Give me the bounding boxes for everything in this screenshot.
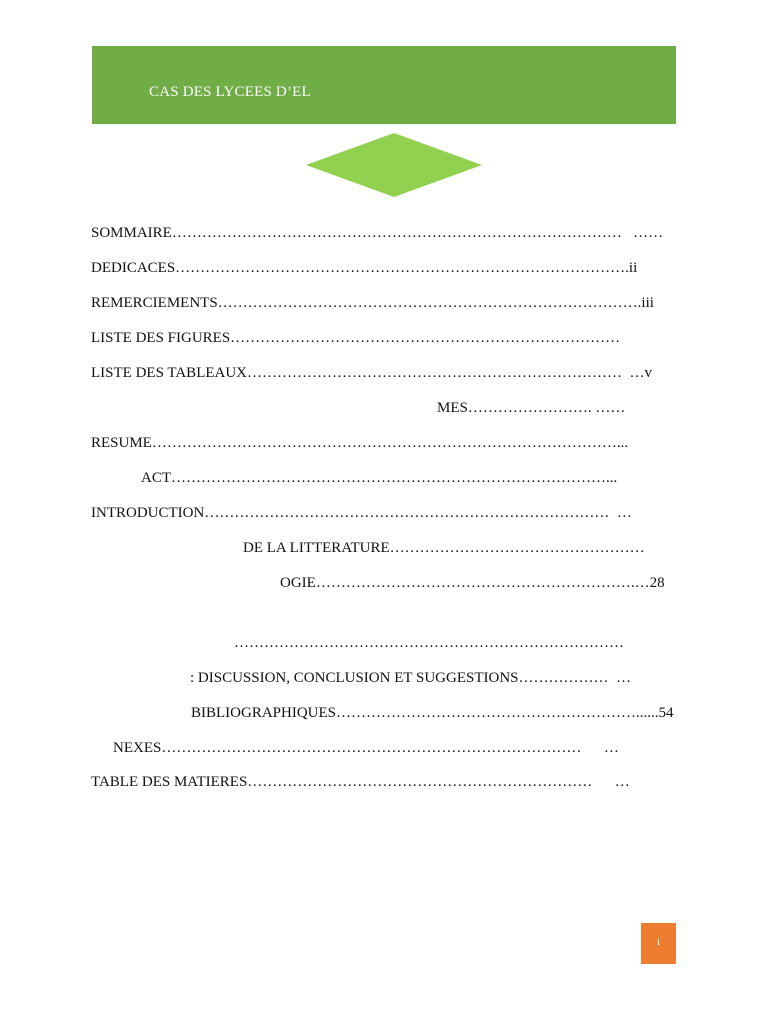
toc-entry-bibliographiques[interactable]: BIBLIOGRAPHIQUES……………………………………………………......54 [191, 705, 674, 721]
header-title: CAS DES LYCEES D’EL [149, 84, 311, 100]
toc-entry-liste-des-tableaux[interactable]: LISTE DES TABLEAUX………………………………………………………………… …v [91, 365, 653, 381]
toc-entry-ogie[interactable]: OGIE……………………………………………………….…28 [280, 575, 665, 591]
toc-entry-mes[interactable]: MES……………………. …… [437, 400, 626, 416]
toc-entry-sommaire[interactable]: SOMMAIRE……………………………………………………………………………… …… [91, 225, 664, 241]
toc-entry-blank[interactable]: …………………………………………………………………… [234, 635, 624, 651]
page-number-badge [641, 923, 676, 964]
toc-entry-litterature[interactable]: DE LA LITTERATURE…………………………………………… [243, 540, 645, 556]
toc-entry-introduction[interactable]: INTRODUCTION……………………………………………………………………… … [91, 505, 632, 521]
toc-entry-liste-des-figures[interactable]: LISTE DES FIGURES…………………………………………………………………… [91, 330, 621, 346]
toc-entry-dedicaces[interactable]: DEDICACES……………………………………………………………………………….ii [91, 260, 638, 276]
toc-entry-resume[interactable]: RESUME…………………………………………………………………………………... [91, 435, 629, 451]
toc-entry-discussion[interactable]: : DISCUSSION, CONCLUSION ET SUGGESTIONS……………… … [190, 670, 632, 686]
toc-entry-remerciements[interactable]: REMERCIEMENTS………………………………………………………………………….iii [91, 295, 654, 311]
toc-entry-annexes[interactable]: NEXES………………………………………………………………………… … [113, 740, 619, 756]
toc-entry-table-des-matieres[interactable]: TABLE DES MATIERES…………………………………………………………… … [91, 774, 630, 790]
page-number: i [656, 936, 661, 948]
toc-entry-act[interactable]: ACT……………………………………………………………………………... [141, 470, 618, 486]
